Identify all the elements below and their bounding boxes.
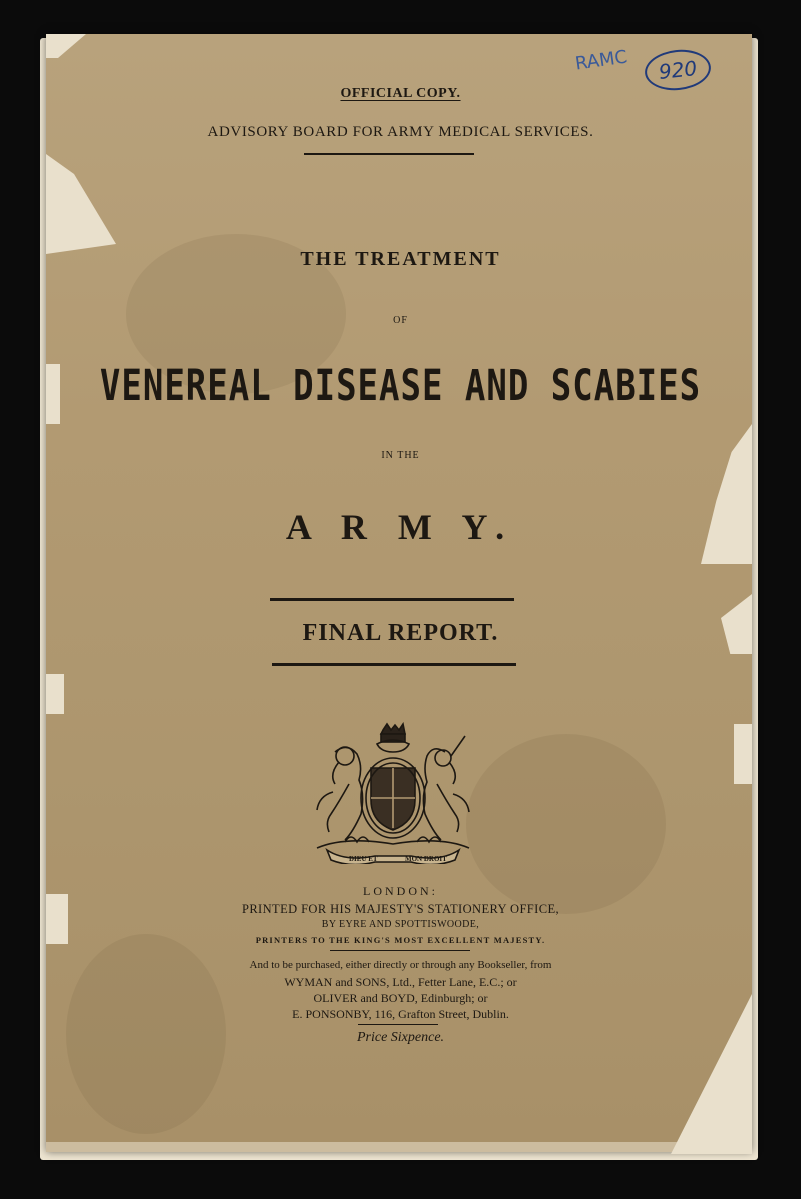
torn-edge bbox=[46, 154, 116, 254]
title-line-venereal: VENEREAL DISEASE AND SCABIES bbox=[99, 361, 702, 411]
imprint-seller-ponsonby: E. PONSONBY, 116, Grafton Street, Dublin. bbox=[292, 1007, 509, 1021]
motto-right: MON DROIT bbox=[405, 855, 447, 863]
price-line: Price Sixpence. bbox=[356, 1030, 445, 1045]
title-line-in-the: IN THE bbox=[381, 450, 420, 461]
advisory-board-heading: ADVISORY BOARD FOR ARMY MEDICAL SERVICES. bbox=[207, 124, 594, 140]
imprint-printed-for: PRINTED FOR HIS MAJESTY'S STATIONERY OFFICE, bbox=[241, 902, 560, 916]
divider-top bbox=[270, 598, 514, 601]
divider bbox=[358, 1024, 438, 1025]
imprint-purchase-line: And to be purchased, either directly or through any Bookseller, from bbox=[249, 959, 552, 971]
divider bbox=[330, 950, 470, 951]
title-line-army: A R M Y. bbox=[285, 507, 516, 547]
title-line-of: OF bbox=[393, 315, 408, 326]
title-line-treatment: THE TREATMENT bbox=[300, 248, 501, 270]
imprint-printers-to: PRINTERS TO THE KING'S MOST EXCELLENT MAJESTY. bbox=[255, 935, 546, 945]
imprint-seller-wyman: WYMAN and SONS, Ltd., Fetter Lane, E.C.; or bbox=[284, 975, 517, 989]
official-copy-heading: OFFICIAL COPY. bbox=[340, 86, 461, 101]
imprint-printer: BY EYRE AND SPOTTISWOODE, bbox=[321, 919, 480, 930]
imprint-seller-oliver: OLIVER and BOYD, Edinburgh; or bbox=[313, 991, 488, 1005]
handwritten-note: RAMC bbox=[573, 46, 629, 75]
bottom-edge bbox=[46, 1142, 752, 1152]
royal-coat-of-arms-icon bbox=[305, 722, 481, 864]
motto-left: DIEU ET bbox=[349, 855, 378, 863]
torn-edge bbox=[46, 674, 64, 714]
divider bbox=[304, 153, 474, 155]
final-report-label: FINAL REPORT. bbox=[302, 620, 499, 646]
torn-corner bbox=[46, 34, 86, 58]
circled-number-text: 920 bbox=[657, 56, 699, 84]
torn-edge bbox=[734, 724, 752, 784]
imprint-london: LONDON: bbox=[363, 884, 438, 898]
divider-bottom bbox=[272, 663, 516, 666]
